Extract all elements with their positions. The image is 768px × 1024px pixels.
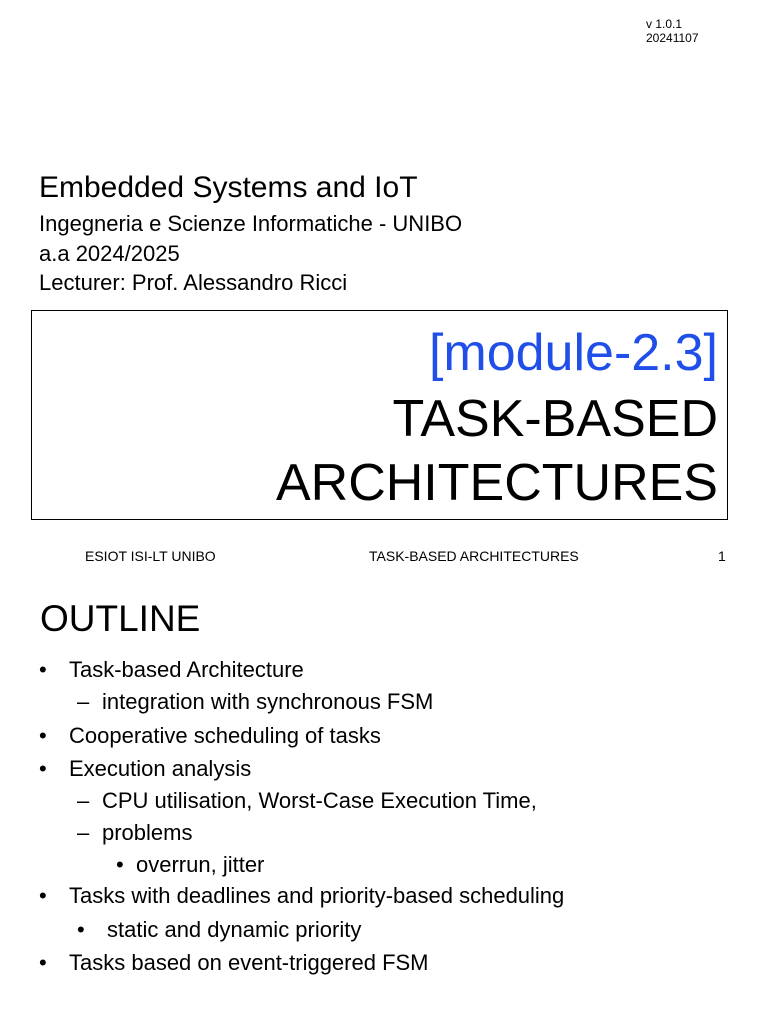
list-item-text: Tasks with deadlines and priority-based scheduling (69, 883, 565, 908)
course-title: Embedded Systems and IoT (39, 171, 418, 204)
course-degree: Ingegneria e Scienze Informatiche - UNIBO (39, 211, 463, 236)
bullet-marker: • (39, 883, 47, 908)
list-item-text: Task-based Architecture (69, 657, 304, 682)
bullet-marker: • (77, 917, 85, 942)
module-title-line-1: TASK-BASED (392, 390, 718, 448)
version-number: v 1.0.1 (646, 17, 683, 31)
list-item-text: Tasks based on event-triggered FSM (69, 950, 429, 975)
list-item-text: Execution analysis (69, 756, 252, 781)
bullet-marker: • (39, 950, 47, 975)
module-title-box (31, 310, 728, 520)
academic-year: a.a 2024/2025 (39, 241, 180, 266)
bullet-marker: • (39, 756, 47, 781)
list-item-text: static and dynamic priority (107, 917, 362, 942)
footer-course-code: ESIOT ISI-LT UNIBO (85, 548, 216, 564)
dash-marker: – (77, 788, 90, 813)
version-date: 20241107 (646, 31, 699, 45)
version-info (646, 17, 699, 45)
outline-heading: OUTLINE (40, 598, 201, 639)
dash-marker: – (77, 820, 90, 845)
page-number: 1 (718, 548, 726, 564)
list-item-text: overrun, jitter (136, 852, 265, 877)
list-item-text: CPU utilisation, Worst-Case Execution Time, (102, 788, 537, 813)
dash-marker: – (77, 689, 90, 714)
module-title-line-2: ARCHITECTURES (275, 454, 718, 512)
lecturer: Lecturer: Prof. Alessandro Ricci (39, 270, 348, 295)
bullet-marker: • (39, 723, 47, 748)
list-item-text: problems (102, 820, 193, 845)
bullet-marker: • (116, 852, 124, 877)
list-item-text: integration with synchronous FSM (102, 689, 434, 714)
footer-title: TASK-BASED ARCHITECTURES (369, 548, 579, 564)
module-code: [module-2.3] (428, 324, 718, 382)
list-item-text: Cooperative scheduling of tasks (69, 723, 381, 748)
bullet-marker: • (39, 657, 47, 682)
